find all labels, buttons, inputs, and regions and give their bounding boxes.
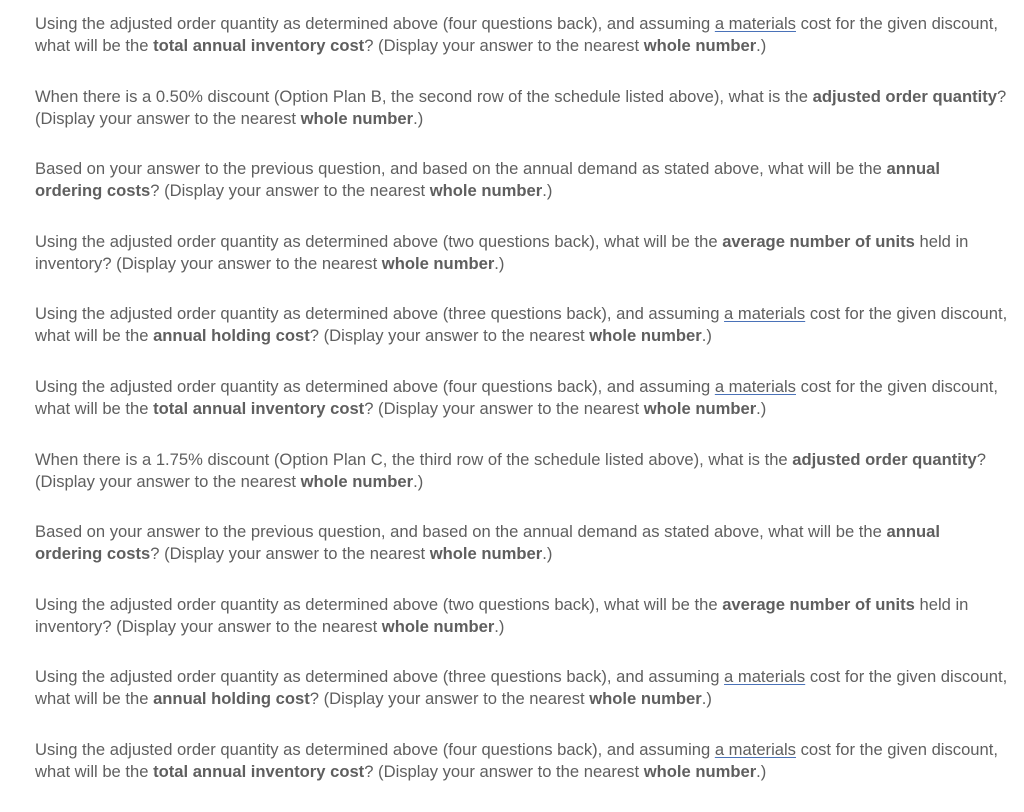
question-text: .) [413,108,424,128]
question-text: Based on your answer to the previous question, and based on the annual demand as stated above, what will be the [35,522,887,542]
bold-term: whole number [429,181,543,201]
question-paragraph [35,231,1010,275]
question-text: .) [756,36,767,55]
spellcheck-underlined-text: a materials [714,739,796,759]
question-text: .) [494,616,505,636]
question-text: cost for the given discount, what will be the [35,667,1008,709]
question-text: ? (Display your answer to the nearest [364,36,644,55]
bold-term: total annual inventory cost [153,761,365,781]
question-text: Based on your answer to the previous question, and based on the annual demand as stated above, what will be the [35,159,887,179]
question-paragraph [35,86,1010,130]
bold-term: annual ordering costs [35,159,940,201]
spellcheck-underlined-text: a materials [724,304,806,324]
question-paragraph [35,449,1010,493]
question-text: ? (Display your answer to the nearest [150,544,430,564]
bold-term: average number of units [722,231,915,251]
question-list [35,13,1010,812]
bold-term: whole number [300,471,414,491]
question-text: ? (Display your answer to the nearest [35,86,1007,128]
question-text: Using the adjusted order quantity as determined above (two questions back), what will be the [35,231,723,251]
bold-term: whole number [381,253,495,273]
question-text: .) [701,689,712,709]
bold-term: whole number [429,544,543,564]
question-text: Using the adjusted order quantity as determined above (four questions back), and assuming [35,14,715,33]
question-text: .) [542,544,553,564]
spellcheck-underlined-text: a materials [714,14,796,33]
question-text: .) [701,326,712,346]
question-paragraph [35,158,1010,202]
question-text: held in inventory? (Display your answer to the nearest [35,231,969,273]
bold-term: whole number [643,36,757,55]
question-text: held in inventory? (Display your answer to the nearest [35,594,969,636]
question-text: Using the adjusted order quantity as determined above (four questions back), and assuming [35,376,715,396]
question-text: .) [413,471,424,491]
bold-term: total annual inventory cost [153,398,365,418]
question-text: cost for the given discount, what will be the [35,304,1008,346]
bold-term: annual holding cost [153,689,310,709]
question-text: When there is a 0.50% discount (Option Plan B, the second row of the schedule listed above), what is the [35,86,813,106]
question-text: cost for the given discount, what will be the [35,376,998,418]
question-text: .) [756,398,767,418]
question-text: Using the adjusted order quantity as determined above (four questions back), and assuming [35,739,715,759]
question-text: Using the adjusted order quantity as determined above (two questions back), what will be the [35,594,723,614]
bold-term: annual ordering costs [35,522,940,564]
question-text: When there is a 1.75% discount (Option Plan C, the third row of the schedule listed above), what is the [35,449,793,469]
question-paragraph [35,376,1010,420]
question-paragraph [35,521,1010,565]
question-paragraph [35,13,1010,57]
question-text: .) [542,181,553,201]
question-text: ? (Display your answer to the nearest [364,761,644,781]
spellcheck-underlined-text: a materials [724,667,806,687]
spellcheck-underlined-text: a materials [714,376,796,396]
question-text: .) [756,761,767,781]
question-paragraph [35,594,1010,638]
question-text: ? (Display your answer to the nearest [150,181,430,201]
bold-term: whole number [589,326,702,346]
question-text: ? (Display your answer to the nearest [309,689,590,709]
bold-term: whole number [589,689,702,709]
bold-term: annual holding cost [153,326,310,346]
question-paragraph [35,739,1010,783]
bold-term: whole number [300,108,414,128]
bold-term: whole number [643,761,757,781]
question-text: Using the adjusted order quantity as determined above (three questions back), and assuming [35,304,725,324]
bold-term: adjusted order quantity [812,86,997,106]
bold-term: whole number [643,398,757,418]
question-text: .) [494,253,505,273]
question-text: ? (Display your answer to the nearest [35,449,986,491]
question-paragraph [35,666,1010,710]
question-text: ? (Display your answer to the nearest [309,326,590,346]
question-text: cost for the given discount, what will be the [35,739,998,781]
question-paragraph [35,303,1010,347]
bold-term: adjusted order quantity [792,449,977,469]
bold-term: whole number [381,616,495,636]
question-text: Using the adjusted order quantity as determined above (three questions back), and assuming [35,667,725,687]
question-text: ? (Display your answer to the nearest [364,398,644,418]
bold-term: total annual inventory cost [153,36,365,55]
bold-term: average number of units [722,594,915,614]
question-text: cost for the given discount, what will be the [35,14,998,55]
